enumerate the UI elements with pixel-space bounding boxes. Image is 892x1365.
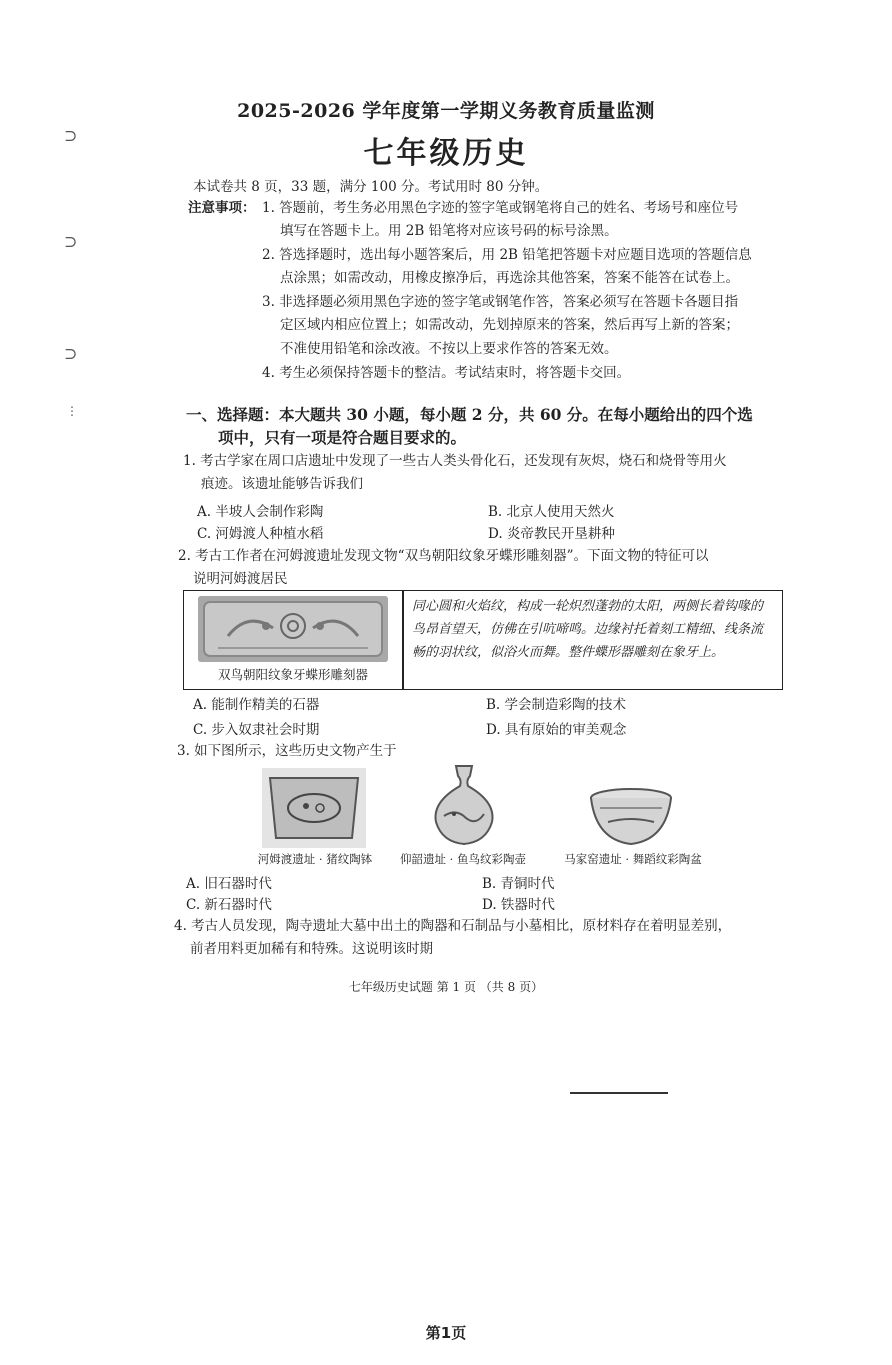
notes-line: 定区域内相应位置上；如需改动，先划掉原来的答案，然后再写上新的答案； (280, 317, 739, 333)
question-1-option-b: B. 北京人使用天然火 (488, 504, 615, 520)
binding-hole-mark: ⋮ (66, 404, 78, 418)
section-heading: 一、选择题：本大题共 30 小题，每小题 2 分，共 60 分。在每小题给出的四个选 (186, 405, 753, 424)
exam-subtitle: 2025-2026 学年度第一学期义务教育质量监测 (237, 100, 655, 122)
notes-label: 注意事项： (188, 200, 256, 216)
notes-line: 3. 非选择题必须用黑色字迹的签字笔或钢笔作答，答案必须写在答题卡各题目指 (262, 294, 739, 310)
notes-line: 不准使用铅笔和涂改液。不按以上要求作答的答案无效。 (280, 341, 618, 357)
section-heading: 项中，只有一项是符合题目要求的。 (218, 428, 467, 447)
notes-line: 1. 答题前，考生务必用黑色字迹的签字笔或钢笔将自己的姓名、考场号和座位号 (262, 200, 739, 216)
scan-line-mark (570, 1092, 668, 1094)
question-3-option-a: A. 旧石器时代 (186, 876, 272, 892)
question-2-option-c: C. 步入奴隶社会时期 (193, 722, 320, 738)
fish-bird-vase-image (426, 762, 502, 848)
binding-hole-mark: ⊃ (64, 126, 78, 145)
artifact-description: 同心圆和火焰纹，构成一轮炽烈蓬勃的太阳，两侧长着钩喙的鸟昂首望天，仿佛在引吭啼鸣。边缘衬托着刻工精细、线条流畅的羽状纹，似浴火而舞。整件蝶形器雕刻在象牙上。 (412, 599, 764, 660)
notes-line: 2. 答选择题时，选出每小题答案后，用 2B 铅笔把答题卡对应题目选项的答题信息 (262, 247, 752, 263)
pig-pattern-bowl-image (262, 768, 366, 848)
box-divider (402, 591, 404, 689)
notes-line: 点涂黑；如需改动，用橡皮擦净后，再选涂其他答案，答案不能答在试卷上。 (280, 270, 739, 286)
exam-intro: 本试卷共 8 页，33 题，满分 100 分。考试用时 80 分钟。 (193, 179, 549, 195)
question-1-option-c: C. 河姆渡人种植水稻 (197, 526, 324, 542)
question-2-option-a: A. 能制作精美的石器 (193, 697, 320, 713)
question-3-option-c: C. 新石器时代 (186, 897, 272, 913)
artifact-caption: 马家窑遗址 · 舞蹈纹彩陶盆 (564, 852, 702, 866)
question-2-option-b: B. 学会制造彩陶的技术 (486, 697, 627, 713)
artifact-caption: 河姆渡遗址 · 猪纹陶钵 (257, 852, 373, 866)
image-caption: 双鸟朝阳纹象牙蝶形雕刻器 (217, 667, 368, 682)
question-1-stem: 痕迹。该遗址能够告诉我们 (201, 476, 363, 492)
dancing-pattern-basin-image (586, 786, 676, 848)
question-1-option-d: D. 炎帝教民开垦耕种 (488, 526, 615, 542)
question-4-stem: 4. 考古人员发现，陶寺遗址大墓中出土的陶器和石制品与小墓相比，原材料存在着明显差别， (174, 918, 732, 934)
notes-line: 填写在答题卡上。用 2B 铅笔将对应该号码的标号涂黑。 (280, 223, 618, 239)
question-4-stem: 前者用料更加稀有和特殊。这说明该时期 (190, 941, 433, 957)
question-1-option-a: A. 半坡人会制作彩陶 (197, 504, 324, 520)
artifact-caption: 仰韶遗址 · 鱼鸟纹彩陶壶 (400, 852, 526, 866)
question-2-stem: 说明河姆渡居民 (193, 571, 288, 587)
question-2-stem: 2. 考古工作者在河姆渡遗址发现文物“双鸟朝阳纹象牙蝶形雕刻器”。下面文物的特征可以 (178, 548, 709, 564)
notes-line: 4. 考生必须保持答题卡的整洁。考试结束时，将答题卡交回。 (262, 365, 631, 381)
question-1-stem: 1. 考古学家在周口店遗址中发现了一些古人类头骨化石，还发现有灰烬，烧石和烧骨等用火 (183, 453, 727, 469)
artifact-info-box (183, 590, 783, 690)
binding-hole-mark: ⊃ (64, 344, 78, 363)
question-2-option-d: D. 具有原始的审美观念 (486, 722, 627, 738)
question-3-stem: 3. 如下图所示，这些历史文物产生于 (177, 743, 397, 759)
binding-hole-mark: ⊃ (64, 232, 78, 251)
page-number: 第1页 (425, 1324, 467, 1342)
page-footer: 七年级历史试题 第 1 页 （共 8 页） (348, 980, 544, 994)
exam-title: 七年级历史 (363, 136, 529, 171)
question-3-option-d: D. 铁器时代 (482, 897, 555, 913)
question-3-option-b: B. 青铜时代 (482, 876, 555, 892)
ivory-carving-image (198, 596, 388, 662)
